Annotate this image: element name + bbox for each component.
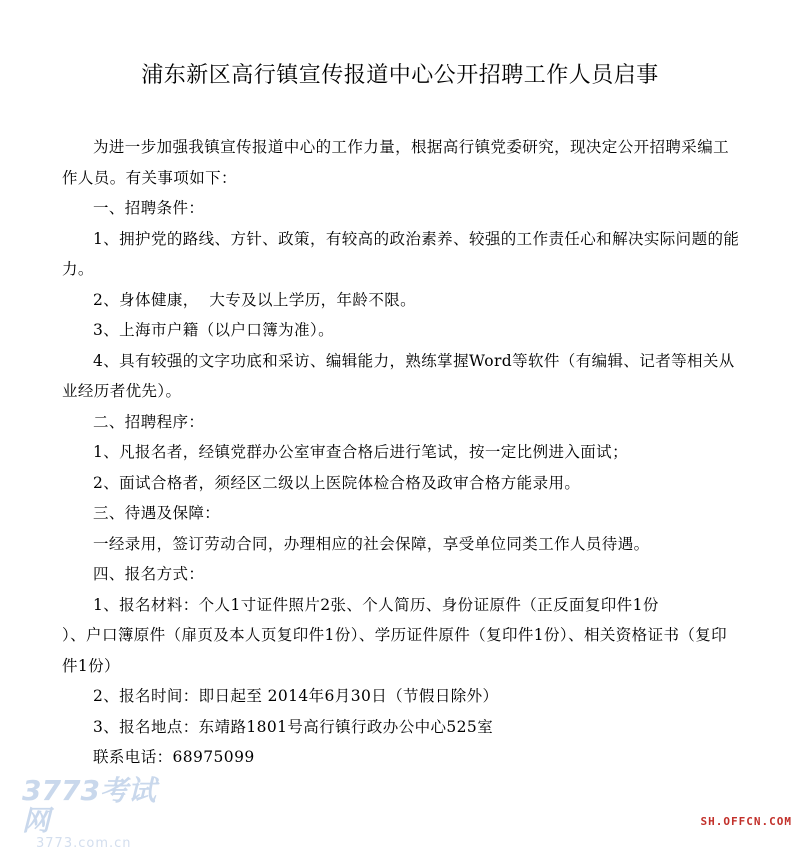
contact-phone: 联系电话：68975099 xyxy=(93,748,255,766)
paragraph: 4、具有较强的文字功底和采访、编辑能力，熟练掌握Word等软件（有编辑、记者等相关从业经历者优先）。 xyxy=(62,351,735,400)
section-heading: 四、报名方式： xyxy=(93,565,205,583)
paragraph: 2、面试合格者，须经区二级以上医院体检合格及政审合格方能录用。 xyxy=(93,473,581,492)
paragraph: 3、报名地点：东靖路1801号高行镇行政办公中心525室 xyxy=(93,717,494,736)
watermark-brand: 3773考试网 xyxy=(22,774,156,837)
document-title: 浦东新区高行镇宣传报道中心公开招聘工作人员启事 xyxy=(141,63,659,88)
watermark-logo xyxy=(22,774,182,851)
paragraph: 2、报名时间：即日起至 2014年6月30日（节假日除外） xyxy=(93,687,499,705)
section-heading: 三、待遇及保障： xyxy=(93,504,221,522)
paragraph: 为进一步加强我镇宣传报道中心的工作力量，根据高行镇党委研究，现决定公开招聘采编工作人员。有关事项如下： xyxy=(62,138,730,187)
paragraph: 1、凡报名者，经镇党群办公室审查合格后进行笔试，按一定比例进入面试； xyxy=(93,443,628,461)
section-heading: 一、招聘条件： xyxy=(93,199,205,217)
section-heading: 二、招聘程序： xyxy=(93,412,205,431)
document-body xyxy=(62,132,740,773)
paragraph: 2、身体健康， 大专及以上学历，年龄不限。 xyxy=(93,290,417,309)
paragraph: 1、报名材料：个人1寸证件照片2张、个人简历、身份证原件（正反面复印件1份 xyxy=(93,595,659,614)
paragraph: 一经录用，签订劳动合同，办理相应的社会保障，享受单位同类工作人员待遇。 xyxy=(93,534,650,553)
watermark-site: 3773.com.cn xyxy=(36,836,132,851)
paragraph: ）、户口簿原件（扉页及本人页复印件1份）、学历证件原件（复印件1份）、相关资格证书（复印件1份） xyxy=(62,626,728,675)
watermark-corner: SH.OFFCN.COM xyxy=(700,815,792,828)
paragraph: 3、上海市户籍（以户口簿为准）。 xyxy=(93,321,335,339)
paragraph: 1、拥护党的路线、方针、政策，有较高的政治素养、较强的工作责任心和解决实际问题的能力。 xyxy=(62,229,740,278)
